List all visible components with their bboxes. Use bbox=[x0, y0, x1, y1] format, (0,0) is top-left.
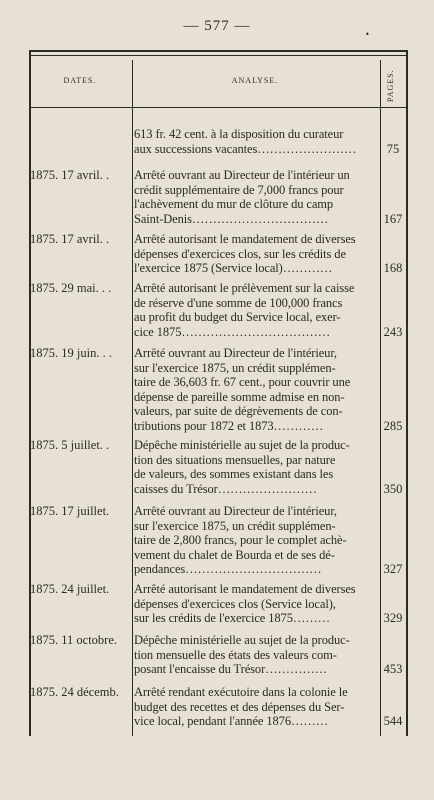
analysis-line: posant l'encaisse du Trésor…………… bbox=[134, 662, 328, 676]
entry-analysis bbox=[134, 633, 376, 677]
entry-analysis bbox=[134, 346, 376, 433]
analysis-line: taire de 2,800 francs, pour le complet achè- bbox=[134, 533, 347, 547]
analysis-line: de réserve d'une somme de 100,000 francs bbox=[134, 295, 343, 310]
entry-analysis bbox=[134, 232, 376, 276]
analysis-line: vement du chalet de Bourda et de ses dé- bbox=[134, 547, 335, 562]
analysis-line: dépenses d'exercices clos, sur les crédits de bbox=[134, 246, 346, 261]
column-header-analyse: ANALYSE. bbox=[231, 76, 279, 85]
analysis-line: Saint-Denis…………………………… bbox=[134, 211, 329, 226]
analysis-line: Arrêté autorisant le mandatement de diverses bbox=[134, 582, 356, 596]
analysis-line: tion mensuelle des états des valeurs com- bbox=[134, 647, 337, 662]
analysis-line: aux successions vacantes…………………… bbox=[134, 141, 357, 156]
analysis-line: l'exercice 1875 (Service local)………… bbox=[134, 261, 333, 275]
analysis-line: vice local, pendant l'année 1876……… bbox=[134, 714, 329, 728]
page-header: — 577 — bbox=[183, 18, 251, 34]
analysis-line: Arrêté ouvrant au Directeur de l'intérieur, bbox=[134, 346, 337, 360]
analysis-line: pendances…………………………… bbox=[134, 562, 322, 576]
analysis-line: sur l'exercice 1875, un crédit supplémen- bbox=[134, 360, 336, 375]
entry-page-number: 350 bbox=[383, 481, 403, 496]
entry-page-number: 285 bbox=[383, 418, 403, 433]
entry-date: 1875. 24 décemb. bbox=[30, 685, 119, 699]
entry-page-number: 167 bbox=[383, 211, 403, 226]
entry-analysis bbox=[134, 168, 376, 226]
entry-analysis bbox=[134, 281, 376, 339]
entry-date: 1875. 17 avril. . bbox=[30, 232, 110, 246]
entry-date: 1875. 29 mai. . . bbox=[30, 281, 112, 295]
analysis-line: crédit supplémentaire de 7,000 francs pour bbox=[134, 182, 344, 197]
entry-analysis bbox=[134, 438, 376, 496]
entry-analysis bbox=[134, 504, 376, 577]
analysis-line: sur l'exercice 1875, un crédit supplémen- bbox=[134, 518, 336, 533]
entry-analysis bbox=[134, 685, 376, 729]
entry-analysis bbox=[134, 582, 376, 626]
analysis-line: cice 1875……………………………… bbox=[134, 324, 331, 339]
entry-page-number: 327 bbox=[383, 562, 403, 576]
column-divider-dates bbox=[132, 60, 133, 736]
analysis-line: taire de 36,603 fr. 67 cent., pour couvrir une bbox=[134, 375, 351, 389]
analysis-line: budget des recettes et des dépenses du Ser- bbox=[134, 699, 345, 714]
analysis-line: tributions pour 1872 et 1873………… bbox=[134, 418, 324, 433]
analysis-line: valeurs, par suite de dégrèvements de con- bbox=[134, 404, 343, 418]
analysis-line: dépense de pareille somme admise en non- bbox=[134, 389, 345, 404]
entry-page-number: 243 bbox=[383, 324, 403, 339]
analysis-line: Dépêche ministérielle au sujet de la produc- bbox=[134, 438, 350, 452]
analysis-line: tion des situations mensuelles, par nature bbox=[134, 452, 336, 467]
analysis-line: sur les crédits de l'exercice 1875……… bbox=[134, 611, 331, 625]
entry-page-number: 329 bbox=[383, 611, 403, 625]
entry-date: 1875. 19 juin. . . bbox=[30, 346, 112, 360]
analysis-line: au profit du budget du Service local, exer- bbox=[134, 310, 341, 324]
analysis-line: 613 fr. 42 cent. à la disposition du curateur bbox=[134, 127, 344, 141]
entry-page-number: 544 bbox=[383, 714, 403, 728]
analysis-line: l'achèvement du mur de clôture du camp bbox=[134, 197, 334, 211]
analysis-line: Arrêté rendant exécutoire dans la colonie le bbox=[134, 685, 348, 699]
entry-page-number: 453 bbox=[383, 662, 403, 676]
analysis-line: dépenses d'exercices clos (Service local), bbox=[134, 596, 336, 611]
entry-page-number: 75 bbox=[386, 141, 400, 156]
analysis-line: de valeurs, des sommes existant dans les bbox=[134, 467, 334, 481]
analysis-line: Arrêté autorisant le mandatement de diverses bbox=[134, 232, 356, 246]
analysis-line: caisses du Trésor…………………… bbox=[134, 481, 317, 496]
column-header-pages: PAGES. bbox=[386, 69, 395, 103]
entry-date: 1875. 17 juillet. bbox=[30, 504, 110, 518]
entry-page-number: 168 bbox=[383, 261, 403, 275]
entry-date: 1875. 11 octobre. bbox=[30, 633, 118, 647]
ink-mark: • bbox=[365, 30, 370, 39]
entry-date: 1875. 24 juillet. bbox=[30, 582, 110, 596]
entry-date: 1875. 17 avril. . bbox=[30, 168, 110, 182]
analysis-line: Arrêté ouvrant au Directeur de l'intérieur, bbox=[134, 504, 337, 518]
entry-date: 1875. 5 juillet. . bbox=[30, 438, 110, 452]
column-header-dates: DATES. bbox=[63, 76, 97, 85]
column-divider-pages bbox=[380, 60, 381, 736]
analysis-line: Arrêté autorisant le prélèvement sur la caisse bbox=[134, 281, 355, 295]
header-rule bbox=[29, 107, 408, 108]
entry-analysis bbox=[134, 127, 376, 156]
analysis-line: Arrêté ouvrant au Directeur de l'intérieur un bbox=[134, 168, 350, 182]
analysis-line: Dépêche ministérielle au sujet de la produc- bbox=[134, 633, 350, 647]
